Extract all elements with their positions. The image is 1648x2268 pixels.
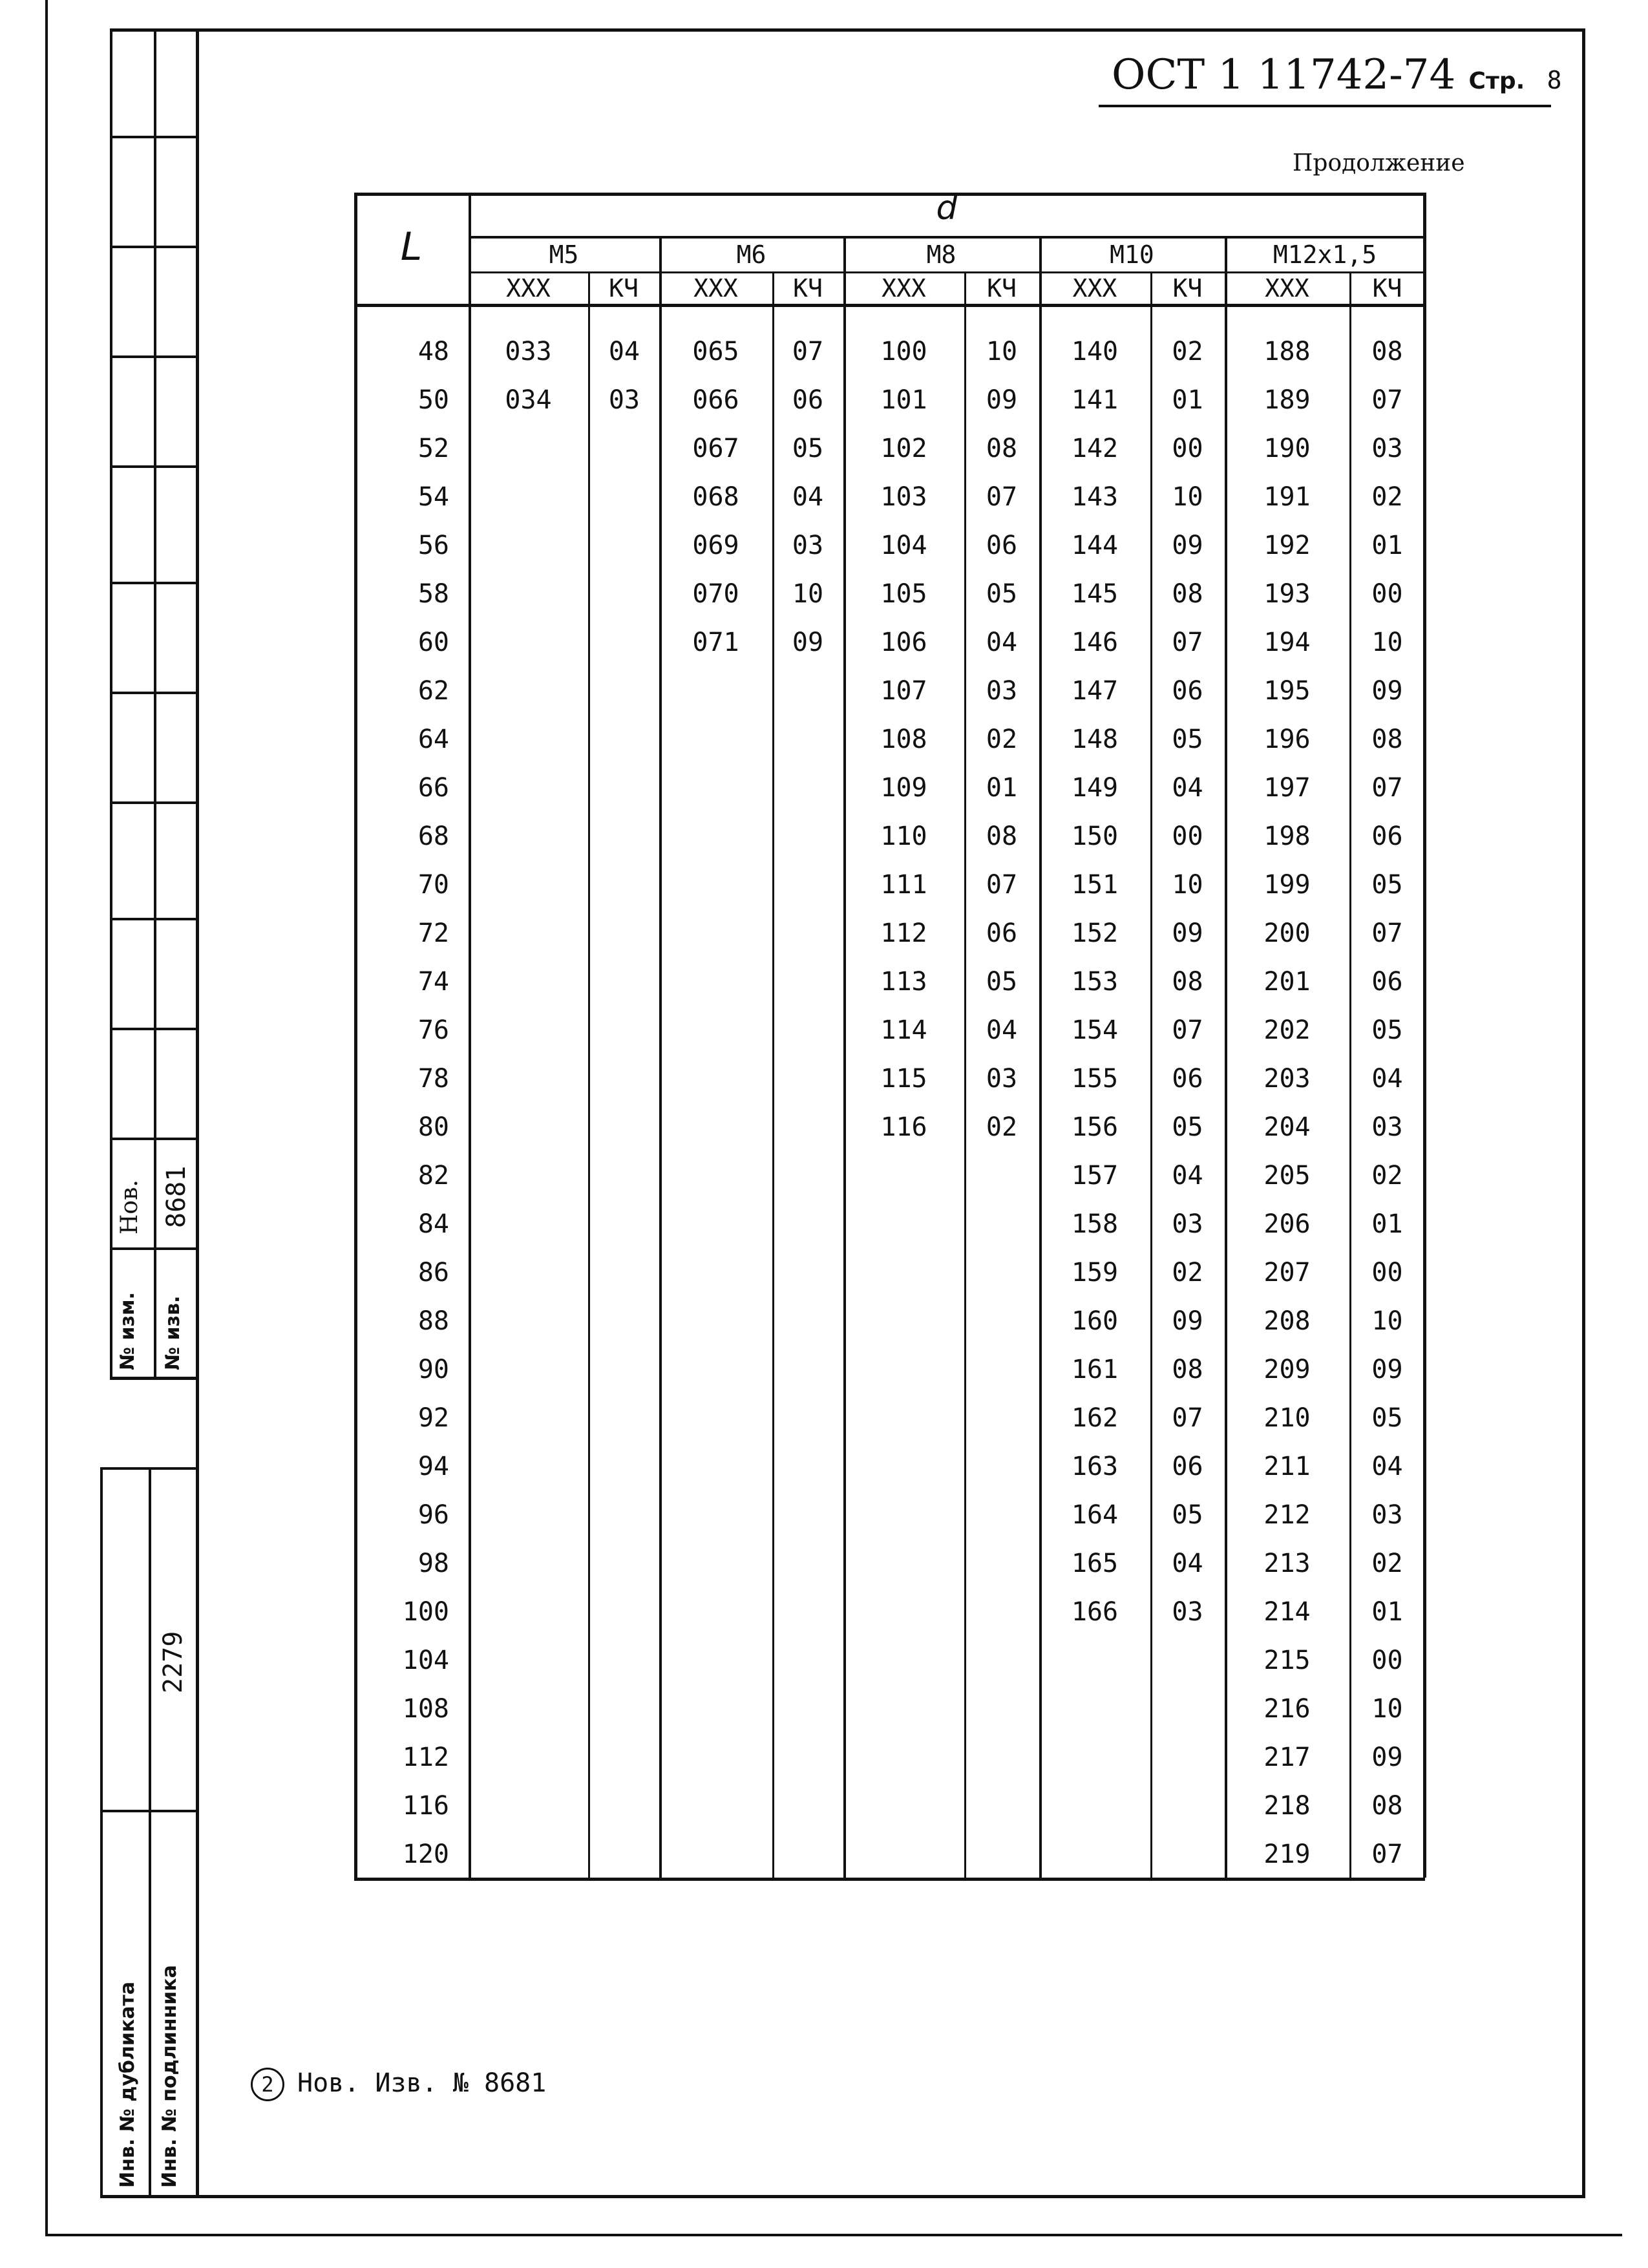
table-cell-l: 94: [417, 1452, 449, 1481]
table-cell-l: 112: [402, 1743, 449, 1772]
table-cell-m10-kch: 10: [1172, 482, 1203, 512]
table-cell-m6-xxx: 066: [692, 385, 739, 415]
table-cell-m10-kch: 09: [1172, 531, 1203, 560]
stamp-izv-value: 8681: [162, 1165, 191, 1228]
table-cell-m12-xxx: 205: [1263, 1161, 1311, 1191]
table-cell-l: 68: [417, 821, 449, 851]
stamp-nov-label: Нов.: [116, 1180, 143, 1235]
subheader-kch: КЧ: [987, 274, 1017, 302]
footnote-marker: 2: [251, 2068, 284, 2101]
table-cell-m8-xxx: 103: [880, 482, 927, 512]
table-cell-m12-kch: 09: [1371, 1743, 1403, 1772]
table-cell-l: 64: [417, 725, 449, 754]
table-cell-m12-xxx: 219: [1263, 1839, 1311, 1869]
table-cell-m12-kch: 01: [1371, 531, 1403, 560]
table-cell-m8-kch: 05: [986, 579, 1018, 609]
table-cell-m12-xxx: 204: [1263, 1112, 1311, 1142]
table-cell-m8-kch: 03: [986, 676, 1018, 706]
table-cell-l: 88: [417, 1306, 449, 1336]
group-label: M6: [736, 240, 766, 269]
table-cell-m12-kch: 08: [1371, 1791, 1403, 1821]
table-cell-m12-kch: 00: [1371, 1258, 1403, 1288]
table-cell-m10-xxx: 157: [1071, 1161, 1119, 1191]
table-cell-m12-xxx: 207: [1263, 1258, 1311, 1288]
table-cell-m6-kch: 03: [792, 531, 824, 560]
table-cell-m12-kch: 00: [1371, 579, 1403, 609]
table-cell-l: 54: [417, 482, 449, 512]
group-label: M10: [1110, 240, 1154, 269]
table-cell-m6-xxx: 070: [692, 579, 739, 609]
subheader-xxx: XXX: [1072, 274, 1117, 302]
table-cell-m6-kch: 05: [792, 434, 824, 463]
table-cell-m10-xxx: 142: [1071, 434, 1119, 463]
table-cell-m5-kch: 04: [608, 337, 640, 366]
table-cell-m6-kch: 06: [792, 385, 824, 415]
table-cell-m8-xxx: 107: [880, 676, 927, 706]
table-cell-m10-kch: 05: [1172, 725, 1203, 754]
table-cell-l: 80: [417, 1112, 449, 1142]
table-cell-m10-kch: 03: [1172, 1209, 1203, 1239]
table-cell-m12-kch: 07: [1371, 773, 1403, 803]
table-cell-m12-kch: 05: [1371, 1015, 1403, 1045]
table-cell-m12-kch: 10: [1371, 628, 1403, 657]
table-cell-m8-kch: 05: [986, 967, 1018, 997]
table-cell-m12-xxx: 199: [1263, 870, 1311, 900]
table-cell-m12-xxx: 214: [1263, 1597, 1311, 1627]
standard-code: ОСТ 1 11742-74: [1112, 51, 1456, 99]
group-divider: [469, 193, 471, 1878]
table-cell-m10-kch: 08: [1172, 579, 1203, 609]
table-cell-m12-xxx: 190: [1263, 434, 1311, 463]
table-cell-l: 50: [417, 385, 449, 415]
stamp-dubl-label: Инв. № дубликата: [116, 1981, 139, 2188]
group-label: M8: [926, 240, 956, 269]
table-cell-m10-xxx: 152: [1071, 918, 1119, 948]
table-cell-m10-kch: 07: [1172, 628, 1203, 657]
table-cell-l: 108: [402, 1694, 449, 1724]
table-cell-m12-xxx: 211: [1263, 1452, 1311, 1481]
table-cell-m12-kch: 01: [1371, 1597, 1403, 1627]
table-cell-m5-kch: 03: [608, 385, 640, 415]
header-d-underline: [469, 236, 1425, 238]
table-cell-m8-kch: 08: [986, 434, 1018, 463]
table-cell-l: 98: [417, 1549, 449, 1578]
continuation-label: Продолжение: [1293, 150, 1465, 176]
table-cell-m10-kch: 07: [1172, 1015, 1203, 1045]
table-cell-m12-xxx: 191: [1263, 482, 1311, 512]
table-cell-m12-xxx: 217: [1263, 1743, 1311, 1772]
table-cell-m12-xxx: 208: [1263, 1306, 1311, 1336]
table-cell-l: 48: [417, 337, 449, 366]
table-cell-m8-kch: 03: [986, 1064, 1018, 1094]
table-cell-m8-kch: 04: [986, 1015, 1018, 1045]
table-cell-m6-xxx: 067: [692, 434, 739, 463]
table-cell-m12-kch: 05: [1371, 1403, 1403, 1433]
table-cell-l: 104: [402, 1646, 449, 1675]
table-cell-l: 100: [402, 1597, 449, 1627]
table-cell-m12-kch: 02: [1371, 1161, 1403, 1191]
group-header-d: d: [936, 189, 958, 228]
table-cell-m12-xxx: 198: [1263, 821, 1311, 851]
table-cell-m6-kch: 04: [792, 482, 824, 512]
table-cell-l: 70: [417, 870, 449, 900]
table-cell-m12-xxx: 201: [1263, 967, 1311, 997]
table-cell-m12-xxx: 215: [1263, 1646, 1311, 1675]
table-cell-m8-xxx: 116: [880, 1112, 927, 1142]
table-cell-m12-kch: 06: [1371, 821, 1403, 851]
footnote: [251, 2067, 546, 2101]
group-label: M5: [549, 240, 579, 269]
table-cell-m8-xxx: 110: [880, 821, 927, 851]
table-cell-m8-xxx: 109: [880, 773, 927, 803]
subcolumn-divider: [588, 271, 590, 1878]
table-cell-m12-xxx: 218: [1263, 1791, 1311, 1821]
header-group-underline: [469, 271, 1425, 273]
table-cell-m6-xxx: 068: [692, 482, 739, 512]
table-bottom-border: [354, 1878, 1425, 1881]
footnote-text: Нов. Изв. № 8681: [297, 2068, 547, 2098]
table-cell-m8-kch: 01: [986, 773, 1018, 803]
table-cell-m12-kch: 02: [1371, 482, 1403, 512]
table-cell-m10-kch: 09: [1172, 918, 1203, 948]
table-cell-m12-xxx: 196: [1263, 725, 1311, 754]
table-cell-m12-xxx: 197: [1263, 773, 1311, 803]
table-cell-m12-xxx: 194: [1263, 628, 1311, 657]
table-cell-m10-xxx: 159: [1071, 1258, 1119, 1288]
table-cell-m12-xxx: 213: [1263, 1549, 1311, 1578]
subheader-kch: КЧ: [609, 274, 639, 302]
subheader-kch: КЧ: [1372, 274, 1402, 302]
table-cell-m12-kch: 09: [1371, 676, 1403, 706]
table-cell-m10-xxx: 144: [1071, 531, 1119, 560]
table-cell-m10-xxx: 154: [1071, 1015, 1119, 1045]
subheader-xxx: XXX: [693, 274, 738, 302]
table-cell-m10-kch: 00: [1172, 434, 1203, 463]
table-cell-m5-xxx: 034: [505, 385, 552, 415]
table-cell-m6-xxx: 069: [692, 531, 739, 560]
page-label: Стр.: [1468, 68, 1525, 94]
table-cell-m12-xxx: 189: [1263, 385, 1311, 415]
table-cell-m10-kch: 10: [1172, 870, 1203, 900]
table-cell-m8-xxx: 113: [880, 967, 927, 997]
table-cell-m10-xxx: 165: [1071, 1549, 1119, 1578]
table-cell-m10-xxx: 149: [1071, 773, 1119, 803]
table-cell-m8-kch: 07: [986, 482, 1018, 512]
table-cell-m12-kch: 06: [1371, 967, 1403, 997]
table-cell-m10-kch: 07: [1172, 1403, 1203, 1433]
row-header-L: L: [400, 224, 423, 270]
table-cell-m10-xxx: 158: [1071, 1209, 1119, 1239]
table-cell-m10-xxx: 146: [1071, 628, 1119, 657]
table-cell-m8-kch: 06: [986, 531, 1018, 560]
table-cell-m10-kch: 08: [1172, 1355, 1203, 1384]
table-cell-m8-xxx: 101: [880, 385, 927, 415]
table-cell-m10-xxx: 141: [1071, 385, 1119, 415]
table-cell-m12-xxx: 200: [1263, 918, 1311, 948]
table-cell-m12-xxx: 188: [1263, 337, 1311, 366]
table-cell-m8-xxx: 112: [880, 918, 927, 948]
table-cell-m12-xxx: 195: [1263, 676, 1311, 706]
table-cell-l: 60: [417, 628, 449, 657]
table-cell-m8-kch: 09: [986, 385, 1018, 415]
table-cell-m12-xxx: 212: [1263, 1500, 1311, 1530]
table-cell-m6-kch: 10: [792, 579, 824, 609]
table-cell-m10-kch: 06: [1172, 1064, 1203, 1094]
table-cell-m8-xxx: 104: [880, 531, 927, 560]
table-cell-m10-xxx: 161: [1071, 1355, 1119, 1384]
table-cell-l: 90: [417, 1355, 449, 1384]
table-cell-m10-kch: 01: [1172, 385, 1203, 415]
table-cell-m12-kch: 09: [1371, 1355, 1403, 1384]
table-cell-m8-kch: 04: [986, 628, 1018, 657]
table-cell-m10-kch: 00: [1172, 821, 1203, 851]
table-cell-m10-xxx: 143: [1071, 482, 1119, 512]
table-cell-m12-kch: 07: [1371, 918, 1403, 948]
table-cell-l: 78: [417, 1064, 449, 1094]
table-cell-m12-kch: 03: [1371, 434, 1403, 463]
table-cell-m10-kch: 03: [1172, 1597, 1203, 1627]
group-label: M12x1,5: [1273, 240, 1377, 269]
table-cell-l: 66: [417, 773, 449, 803]
table-cell-m10-xxx: 164: [1071, 1500, 1119, 1530]
table-cell-m10-kch: 08: [1172, 967, 1203, 997]
table-cell-m12-xxx: 192: [1263, 531, 1311, 560]
table-cell-m12-xxx: 202: [1263, 1015, 1311, 1045]
stamp-podl-label: Инв. № подлинника: [158, 1965, 181, 2188]
table-cell-m8-xxx: 105: [880, 579, 927, 609]
table-cell-l: 76: [417, 1015, 449, 1045]
table-cell-m10-xxx: 145: [1071, 579, 1119, 609]
table-cell-m12-kch: 07: [1371, 385, 1403, 415]
table-cell-m8-xxx: 108: [880, 725, 927, 754]
table-cell-m8-kch: 02: [986, 1112, 1018, 1142]
table-cell-l: 56: [417, 531, 449, 560]
table-cell-m12-xxx: 193: [1263, 579, 1311, 609]
table-cell-m12-kch: 02: [1371, 1549, 1403, 1578]
page-number: 8: [1547, 66, 1562, 94]
table-cell-m8-xxx: 106: [880, 628, 927, 657]
table-cell-m10-kch: 04: [1172, 1549, 1203, 1578]
table-cell-l: 82: [417, 1161, 449, 1191]
stamp-izm-label: № изм.: [116, 1292, 139, 1370]
table-cell-m10-xxx: 151: [1071, 870, 1119, 900]
stamp-podl-value: 2279: [158, 1631, 188, 1693]
table-cell-m10-xxx: 155: [1071, 1064, 1119, 1094]
table-cell-m12-kch: 00: [1371, 1646, 1403, 1675]
table-cell-m12-kch: 10: [1371, 1306, 1403, 1336]
table-cell-l: 84: [417, 1209, 449, 1239]
table-cell-l: 86: [417, 1258, 449, 1288]
table-cell-m10-xxx: 162: [1071, 1403, 1119, 1433]
table-cell-m8-xxx: 100: [880, 337, 927, 366]
table-cell-m10-kch: 06: [1172, 676, 1203, 706]
table-cell-m10-xxx: 140: [1071, 337, 1119, 366]
table-cell-m10-kch: 09: [1172, 1306, 1203, 1336]
table-cell-m12-xxx: 216: [1263, 1694, 1311, 1724]
table-cell-m10-xxx: 163: [1071, 1452, 1119, 1481]
table-cell-m10-kch: 06: [1172, 1452, 1203, 1481]
subheader-xxx: XXX: [506, 274, 551, 302]
table-cell-l: 72: [417, 918, 449, 948]
table-cell-m12-xxx: 203: [1263, 1064, 1311, 1094]
table-cell-m12-kch: 03: [1371, 1112, 1403, 1142]
table-cell-m12-xxx: 210: [1263, 1403, 1311, 1433]
table-cell-l: 116: [402, 1791, 449, 1821]
table-cell-m12-kch: 07: [1371, 1839, 1403, 1869]
table-cell-m8-kch: 07: [986, 870, 1018, 900]
table-cell-m10-xxx: 156: [1071, 1112, 1119, 1142]
table-cell-m8-xxx: 111: [880, 870, 927, 900]
table-cell-l: 120: [402, 1839, 449, 1869]
table-cell-m8-kch: 06: [986, 918, 1018, 948]
table-cell-m10-xxx: 147: [1071, 676, 1119, 706]
table-cell-m6-xxx: 071: [692, 628, 739, 657]
table-cell-l: 92: [417, 1403, 449, 1433]
table-cell-m12-kch: 04: [1371, 1452, 1403, 1481]
table-cell-l: 62: [417, 676, 449, 706]
table-cell-m10-kch: 02: [1172, 337, 1203, 366]
table-cell-m12-kch: 01: [1371, 1209, 1403, 1239]
table-cell-m6-xxx: 065: [692, 337, 739, 366]
table-cell-m10-xxx: 148: [1071, 725, 1119, 754]
table-cell-m10-kch: 05: [1172, 1500, 1203, 1530]
subheader-kch: КЧ: [793, 274, 823, 302]
subheader-xxx: XXX: [1265, 274, 1309, 302]
table-cell-m10-kch: 02: [1172, 1258, 1203, 1288]
table-cell-m8-kch: 08: [986, 821, 1018, 851]
table-cell-l: 74: [417, 967, 449, 997]
table-cell-m12-xxx: 209: [1263, 1355, 1311, 1384]
table-cell-m12-kch: 03: [1371, 1500, 1403, 1530]
table-cell-l: 58: [417, 579, 449, 609]
subheader-kch: КЧ: [1172, 274, 1203, 302]
table-cell-m12-kch: 04: [1371, 1064, 1403, 1094]
table-cell-m8-xxx: 114: [880, 1015, 927, 1045]
table-cell-l: 96: [417, 1500, 449, 1530]
table-cell-m12-kch: 08: [1371, 725, 1403, 754]
table-cell-m5-xxx: 033: [505, 337, 552, 366]
table-cell-m8-kch: 02: [986, 725, 1018, 754]
table-cell-m10-xxx: 153: [1071, 967, 1119, 997]
table-cell-m12-kch: 10: [1371, 1694, 1403, 1724]
table-cell-m12-xxx: 206: [1263, 1209, 1311, 1239]
table-cell-m8-xxx: 115: [880, 1064, 927, 1094]
table-cell-l: 52: [417, 434, 449, 463]
table-cell-m12-kch: 05: [1371, 870, 1403, 900]
table-cell-m10-xxx: 160: [1071, 1306, 1119, 1336]
stamp-izv-label: № изв.: [162, 1295, 184, 1370]
table-cell-m8-xxx: 102: [880, 434, 927, 463]
table-cell-m10-xxx: 166: [1071, 1597, 1119, 1627]
table-cell-m6-kch: 07: [792, 337, 824, 366]
table-cell-m12-kch: 08: [1371, 337, 1403, 366]
table-cell-m6-kch: 09: [792, 628, 824, 657]
table-cell-m10-xxx: 150: [1071, 821, 1119, 851]
header-bottom-border: [354, 304, 1425, 307]
subheader-xxx: XXX: [882, 274, 926, 302]
table-cell-m10-kch: 05: [1172, 1112, 1203, 1142]
table-cell-m10-kch: 04: [1172, 1161, 1203, 1191]
table-cell-m10-kch: 04: [1172, 773, 1203, 803]
table-cell-m8-kch: 10: [986, 337, 1018, 366]
